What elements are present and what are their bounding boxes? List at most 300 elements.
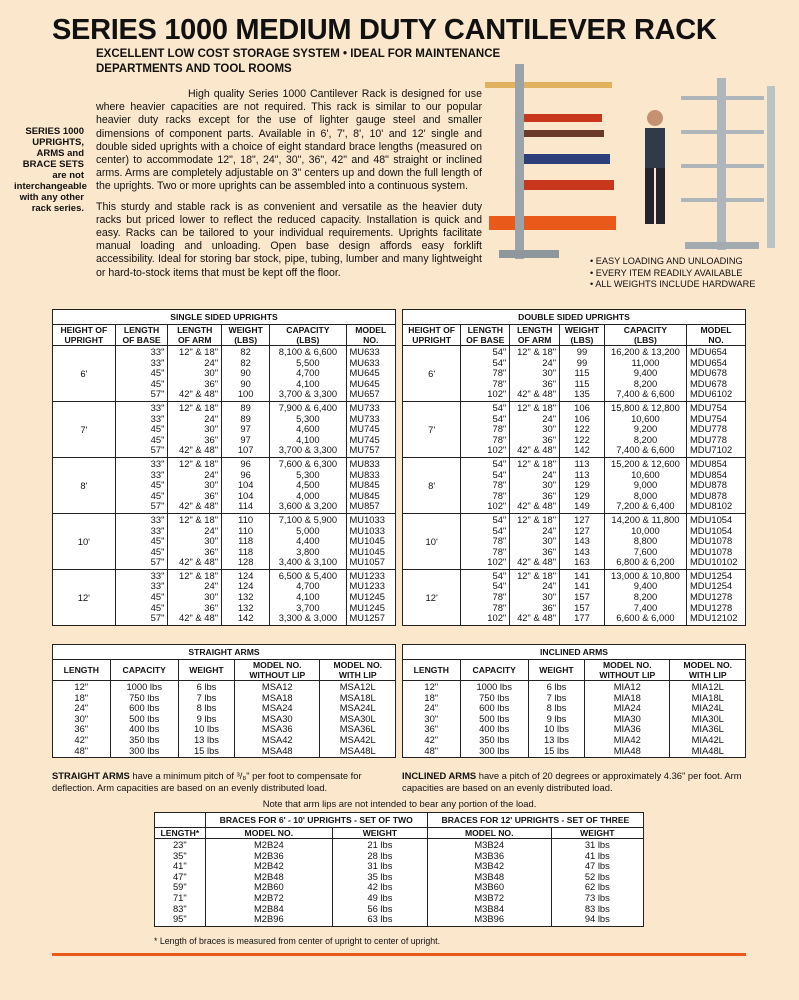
cell-line: MU833 bbox=[349, 468, 380, 480]
person-leg bbox=[656, 168, 665, 224]
cell-line: 54" bbox=[492, 346, 507, 357]
cell-line: 157 bbox=[574, 601, 590, 613]
cell-line: 57" bbox=[150, 612, 165, 624]
cell-line: 11,000 bbox=[631, 356, 660, 368]
feature-item: • EVERY ITEM READILY AVAILABLE bbox=[590, 267, 743, 278]
cell-line: 94 lbs bbox=[584, 913, 610, 925]
cell-line: 12" & 18" bbox=[179, 569, 219, 581]
cell-line: 400 lbs bbox=[479, 723, 510, 735]
cell-line: 750 lbs bbox=[479, 691, 510, 703]
upright-height-cell: 7' bbox=[403, 401, 461, 457]
cell-line: MU645 bbox=[349, 377, 380, 389]
cell-line: 300 lbs bbox=[129, 744, 160, 756]
cell-line: 78" bbox=[492, 591, 507, 603]
brace-model-cell bbox=[427, 839, 551, 927]
person-head bbox=[647, 110, 663, 126]
weight-cell bbox=[222, 457, 270, 513]
cell-line: 177 bbox=[574, 612, 590, 624]
person-leg bbox=[645, 168, 654, 224]
cell-line: 42" bbox=[424, 733, 439, 745]
cell-line: 128 bbox=[237, 556, 254, 568]
cell-line: 12" bbox=[74, 681, 89, 692]
cell-line: 15,800 & 12,800 bbox=[611, 401, 680, 413]
cell-line: MIA24 bbox=[613, 702, 641, 714]
cell-line: 8,200 bbox=[633, 377, 658, 389]
model-number-cell bbox=[346, 401, 396, 457]
cell-line: 106 bbox=[574, 412, 590, 424]
cell-line: 95" bbox=[172, 913, 187, 925]
cell-line: MSA12L bbox=[339, 681, 376, 692]
cell-line: 9 lbs bbox=[546, 712, 567, 724]
cell-line: MIA30 bbox=[613, 712, 641, 724]
cell-line: 102" bbox=[487, 444, 507, 456]
cell-line: 78" bbox=[492, 377, 507, 389]
cell-line: MU1233 bbox=[349, 569, 385, 581]
cell-line: 115 bbox=[574, 377, 590, 389]
cell-line: 45" bbox=[150, 601, 165, 613]
base-length-cell bbox=[115, 401, 168, 457]
cell-line: 24" bbox=[204, 412, 219, 424]
arm-length-cell bbox=[510, 569, 560, 625]
cell-line: 18" bbox=[74, 691, 89, 703]
cell-line: 21 lbs bbox=[367, 839, 393, 850]
cell-line: 10 lbs bbox=[193, 723, 219, 735]
cell-line: 54" bbox=[492, 513, 507, 525]
cell-line: 5,500 bbox=[296, 356, 320, 368]
cell-line: 47" bbox=[172, 870, 187, 882]
cell-line: 12" & 18" bbox=[517, 346, 557, 357]
cell-line: MIA42L bbox=[691, 733, 724, 745]
cell-line: MDU654 bbox=[690, 346, 727, 357]
side-note-line: interchangeable bbox=[14, 181, 87, 192]
table-caption: INCLINED ARMS bbox=[403, 645, 746, 660]
cell-line: 42" & 48" bbox=[517, 556, 557, 568]
cell-line: 83 lbs bbox=[584, 902, 610, 914]
cell-line: 4,600 bbox=[296, 423, 320, 435]
cell-line: 8,200 bbox=[633, 591, 658, 603]
subtitle-line-2: DEPARTMENTS AND TOOL ROOMS bbox=[96, 63, 292, 75]
cell-line: 30" bbox=[204, 591, 219, 603]
weight-cell bbox=[560, 346, 605, 402]
cell-line: 142 bbox=[237, 612, 254, 624]
cell-line: MIA48 bbox=[613, 744, 641, 756]
cell-line: 12" & 18" bbox=[517, 513, 557, 525]
cell-line: MIA24L bbox=[691, 702, 724, 714]
model-number-cell bbox=[687, 457, 746, 513]
cell-line: MDU754 bbox=[690, 401, 727, 413]
cell-line: MSA18L bbox=[339, 691, 376, 703]
cell-line: 36" bbox=[204, 433, 219, 445]
cell-line: 54" bbox=[492, 356, 507, 368]
cell-line: 42" & 48" bbox=[179, 388, 219, 400]
cell-line: M3B24 bbox=[474, 839, 505, 850]
cell-line: 59" bbox=[172, 881, 187, 893]
cell-line: MSA30L bbox=[339, 712, 376, 724]
arm-length-cell bbox=[168, 569, 222, 625]
weight-cell bbox=[560, 457, 605, 513]
cell-line: MDU1078 bbox=[690, 535, 733, 547]
model-number-cell bbox=[687, 401, 746, 457]
cell-line: 6,800 & 6,200 bbox=[616, 556, 675, 568]
cell-line: 24" bbox=[542, 412, 557, 424]
cell-line: 30" bbox=[542, 535, 557, 547]
intro-paragraph-2: This sturdy and stable rack is as convenient and versatile as the heavier duty racks but priced lower to reflect the reduced capacity. Installation is quick and easy. Racks can be tailored to your individual requirements. Uprights facilitate manual loading and unloading. Open base design affords easy forklift accessibility. Ideal for storing bar stock, pipe, tubing, lumber and many lightweight or hard-to-stock items that must be kept off the floor. bbox=[96, 200, 482, 279]
cell-line: 124 bbox=[237, 580, 254, 592]
cell-line: 12" & 18" bbox=[179, 401, 219, 413]
cell-line: MU633 bbox=[349, 346, 380, 357]
cell-line: M2B72 bbox=[253, 891, 284, 903]
column-header: MODEL NO. bbox=[427, 828, 551, 839]
side-note-line: BRACE SETS bbox=[22, 159, 84, 170]
cell-line: 141 bbox=[574, 569, 590, 581]
column-header: MODEL NO. bbox=[205, 828, 332, 839]
cell-line: 78" bbox=[492, 433, 507, 445]
upright-height-cell: 12' bbox=[53, 569, 116, 625]
cell-line: MDU778 bbox=[690, 433, 727, 445]
column-header: WEIGHT bbox=[551, 828, 643, 839]
cell-line: 54" bbox=[492, 457, 507, 469]
column-header: CAPACITY bbox=[460, 660, 528, 681]
cell-line: 129 bbox=[574, 489, 590, 501]
cell-line: 4,500 bbox=[296, 479, 320, 491]
cell-line: 33" bbox=[150, 580, 165, 592]
intro-paragraph-1: High quality Series 1000 Cantilever Rack is designed for use where heavier capacities are not required. This rack is similar to our popular heavier duty racks except for the use of lighter gauge steel and smaller dimensions of component parts. Available in 6', 7', 8', 10' and 12' single and double sided uprights with a choice of eight standard brace lengths (measured on center) to accommodate 12", 18", 24", 30", 36", 42" and 48" straight or inclined arms. Arms are completely adjustable on 3" centers up and down the full length of the uprights. Two or more uprights can be assembled into a continuous system. bbox=[96, 88, 482, 193]
cell-line: 36" bbox=[424, 723, 439, 735]
cell-line: MIA30L bbox=[691, 712, 724, 724]
column-header: MODEL NO. bbox=[346, 325, 396, 346]
feature-item: • ALL WEIGHTS INCLUDE HARDWARE bbox=[590, 279, 756, 289]
cell-line: 33" bbox=[150, 412, 165, 424]
cell-line: 7,400 & 6,600 bbox=[616, 388, 675, 400]
cell-line: 54" bbox=[492, 524, 507, 536]
weight-cell bbox=[560, 569, 605, 625]
cell-line: 78" bbox=[492, 535, 507, 547]
cell-line: 54" bbox=[492, 569, 507, 581]
cell-line: 36" bbox=[542, 377, 557, 389]
cell-line: 78" bbox=[492, 479, 507, 491]
cell-line: M2B36 bbox=[253, 849, 284, 861]
cell-line: 12" & 18" bbox=[179, 513, 219, 525]
cell-line: 99 bbox=[576, 356, 588, 368]
cell-line: MDU6102 bbox=[690, 388, 733, 400]
column-header: MODEL NO. WITHOUT LIP bbox=[585, 660, 670, 681]
cell-line: 135 bbox=[574, 388, 590, 400]
cell-line: MU757 bbox=[349, 444, 380, 456]
cell-line: 24" bbox=[204, 356, 219, 368]
upright-post bbox=[767, 86, 775, 248]
cell-line: MU1257 bbox=[349, 612, 385, 624]
cell-line: MU745 bbox=[349, 423, 380, 435]
cell-line: M2B24 bbox=[253, 839, 284, 850]
capacity-cell bbox=[604, 346, 686, 402]
column-header: HEIGHT OF UPRIGHT bbox=[53, 325, 116, 346]
arm-lip-note: Note that arm lips are not intended to bear any portion of the load. bbox=[262, 798, 537, 809]
cell-line: 78" bbox=[492, 423, 507, 435]
note-label: INCLINED ARMS bbox=[402, 770, 477, 781]
cell-line: 122 bbox=[574, 423, 590, 435]
cell-line: MU857 bbox=[349, 500, 380, 512]
arm-model-cell bbox=[235, 681, 320, 758]
upright-post bbox=[515, 64, 524, 259]
cell-line: 45" bbox=[150, 591, 165, 603]
column-header: HEIGHT OF UPRIGHT bbox=[403, 325, 461, 346]
cell-line: MU1045 bbox=[349, 535, 385, 547]
cell-line: 14,200 & 11,800 bbox=[611, 513, 680, 525]
cell-line: 141 bbox=[574, 580, 590, 592]
cell-line: 122 bbox=[574, 433, 590, 445]
cell-line: 90 bbox=[240, 367, 251, 379]
cell-line: 24" bbox=[542, 580, 557, 592]
load-bar bbox=[524, 114, 602, 122]
capacity-cell bbox=[270, 401, 346, 457]
capacity-cell bbox=[604, 569, 686, 625]
cell-line: MDU1054 bbox=[690, 513, 733, 525]
cell-line: 24" bbox=[542, 468, 557, 480]
brace-weight-cell bbox=[551, 839, 643, 927]
model-number-cell bbox=[687, 346, 746, 402]
column-header: CAPACITY (LBS) bbox=[270, 325, 346, 346]
table-row bbox=[403, 401, 746, 457]
cell-line: 8,000 bbox=[633, 489, 658, 501]
cell-line: 102" bbox=[487, 556, 507, 568]
upright-height-cell: 6' bbox=[53, 346, 116, 402]
cell-line: 4,400 bbox=[296, 535, 320, 547]
cell-line: 9,000 bbox=[633, 479, 658, 491]
cell-line: 113 bbox=[574, 468, 590, 480]
upright-height-cell: 6' bbox=[403, 346, 461, 402]
cell-line: MDU678 bbox=[690, 367, 727, 379]
page-title: SERIES 1000 MEDIUM DUTY CANTILEVER RACK bbox=[52, 14, 717, 46]
cell-line: M2B96 bbox=[253, 913, 284, 925]
cell-line: 6,600 & 6,000 bbox=[616, 612, 675, 624]
load-channel bbox=[524, 216, 616, 230]
cell-line: 9,200 bbox=[633, 423, 658, 435]
cell-line: M2B60 bbox=[253, 881, 284, 893]
cell-line: 10,000 bbox=[631, 524, 660, 536]
cell-line: MU1057 bbox=[349, 556, 385, 568]
cell-line: 97 bbox=[240, 433, 251, 445]
cell-line: 5,300 bbox=[296, 468, 320, 480]
cell-line: MU845 bbox=[349, 489, 380, 501]
column-header: WEIGHT (LBS) bbox=[222, 325, 270, 346]
cell-line: MIA18L bbox=[691, 691, 724, 703]
arm-weight-cell bbox=[528, 681, 584, 758]
table-row bbox=[53, 401, 396, 457]
cell-line: 33" bbox=[150, 457, 165, 469]
cell-line: 63 lbs bbox=[367, 913, 393, 925]
cell-line: M2B84 bbox=[253, 902, 284, 914]
load-lumber bbox=[524, 82, 612, 88]
cell-line: 6 lbs bbox=[196, 681, 217, 692]
cell-line: 42" & 48" bbox=[517, 444, 557, 456]
cell-line: 36" bbox=[74, 723, 89, 735]
base-length-cell bbox=[461, 401, 510, 457]
cell-line: 157 bbox=[574, 591, 590, 603]
arm-model-cell bbox=[585, 681, 670, 758]
base-length-cell bbox=[461, 513, 510, 569]
capacity-cell bbox=[270, 346, 346, 402]
brace-weight-cell bbox=[332, 839, 427, 927]
upright-base bbox=[685, 242, 759, 249]
table-row bbox=[53, 513, 396, 569]
straight-arms-note bbox=[52, 770, 396, 793]
upright-height-cell: 10' bbox=[403, 513, 461, 569]
cell-line: 300 lbs bbox=[479, 744, 510, 756]
cell-line: 36" bbox=[542, 601, 557, 613]
cell-line: 56 lbs bbox=[367, 902, 393, 914]
intro-text bbox=[96, 88, 482, 287]
cell-line: MU745 bbox=[349, 433, 380, 445]
cell-line: 49 lbs bbox=[367, 891, 393, 903]
cell-line: MSA30 bbox=[261, 712, 293, 724]
cell-line: 24" bbox=[542, 524, 557, 536]
cell-line: 45" bbox=[150, 489, 165, 501]
upright-height-cell: 10' bbox=[53, 513, 116, 569]
model-number-cell bbox=[346, 513, 396, 569]
column-header: LENGTH bbox=[53, 660, 111, 681]
cell-line: 8,100 & 6,600 bbox=[278, 346, 338, 357]
cell-line: 114 bbox=[238, 500, 254, 512]
cell-line: MSA24 bbox=[261, 702, 293, 714]
cell-line: 400 lbs bbox=[129, 723, 160, 735]
upright-base bbox=[499, 250, 559, 258]
cell-line: MSA36L bbox=[339, 723, 376, 735]
cell-line: 7,600 bbox=[633, 545, 658, 557]
cell-line: MU1245 bbox=[349, 591, 385, 603]
cell-line: 24" bbox=[204, 524, 219, 536]
cell-line: MU1033 bbox=[349, 524, 385, 536]
cell-line: MU657 bbox=[349, 388, 380, 400]
cell-line: 132 bbox=[237, 591, 254, 603]
cell-line: M3B72 bbox=[474, 891, 505, 903]
cell-line: 30" bbox=[204, 423, 219, 435]
model-number-cell bbox=[346, 569, 396, 625]
cell-line: 45" bbox=[150, 367, 165, 379]
cell-line: 42" & 48" bbox=[179, 444, 219, 456]
cell-line: MDU1254 bbox=[690, 580, 733, 592]
cell-line: 30" bbox=[542, 423, 557, 435]
base-length-cell bbox=[115, 513, 168, 569]
column-header: MODEL NO. WITHOUT LIP bbox=[235, 660, 320, 681]
cell-line: MSA36 bbox=[261, 723, 293, 735]
cell-line: 118 bbox=[238, 535, 254, 547]
cell-line: 15,200 & 12,600 bbox=[611, 457, 680, 469]
cell-line: 9 lbs bbox=[196, 712, 217, 724]
table-row bbox=[155, 839, 644, 927]
cell-line: 4,700 bbox=[296, 367, 320, 379]
cell-line: 107 bbox=[237, 444, 254, 456]
cell-line: 4,700 bbox=[296, 580, 320, 592]
cell-line: 78" bbox=[492, 601, 507, 613]
cell-line: 47 lbs bbox=[584, 860, 610, 872]
cell-line: 12" & 18" bbox=[179, 346, 219, 357]
side-note-line: rack series. bbox=[31, 203, 84, 214]
cell-line: MSA42L bbox=[339, 733, 376, 745]
cell-line: 163 bbox=[574, 556, 590, 568]
cell-line: 52 lbs bbox=[584, 870, 610, 882]
cell-line: MDU854 bbox=[690, 468, 727, 480]
arm-weight-cell bbox=[178, 681, 234, 758]
cell-line: 129 bbox=[574, 479, 590, 491]
cell-line: MDU754 bbox=[690, 412, 727, 424]
cell-line: MDU1054 bbox=[690, 524, 733, 536]
model-number-cell bbox=[687, 513, 746, 569]
cell-line: 24" bbox=[204, 580, 219, 592]
cell-line: 41" bbox=[172, 860, 187, 872]
cell-line: 6,500 & 5,400 bbox=[278, 569, 338, 581]
cell-line: 36" bbox=[204, 545, 219, 557]
capacity-cell bbox=[604, 513, 686, 569]
cell-line: 42" & 48" bbox=[517, 388, 557, 400]
cell-line: 45" bbox=[150, 433, 165, 445]
cell-line: 18" bbox=[424, 691, 439, 703]
cell-line: 100 bbox=[237, 388, 254, 400]
cell-line: MDU1278 bbox=[690, 601, 733, 613]
cell-line: 57" bbox=[150, 556, 165, 568]
cell-line: 31 lbs bbox=[584, 839, 610, 850]
cell-line: MU1233 bbox=[349, 580, 385, 592]
cell-line: 73 lbs bbox=[584, 891, 610, 903]
cell-line: 142 bbox=[574, 444, 590, 456]
cell-line: 99 bbox=[576, 346, 588, 357]
cell-line: 13 lbs bbox=[543, 733, 569, 745]
cell-line: 350 lbs bbox=[129, 733, 160, 745]
cell-line: 45" bbox=[150, 479, 165, 491]
cell-line: 30" bbox=[424, 712, 439, 724]
column-header: MODEL NO. bbox=[687, 325, 746, 346]
capacity-cell bbox=[604, 401, 686, 457]
subtitle-line-1: EXCELLENT LOW COST STORAGE SYSTEM • IDEAL FOR MAINTENANCE bbox=[96, 48, 501, 60]
weight-cell bbox=[560, 513, 605, 569]
table-row bbox=[53, 569, 396, 625]
capacity-cell bbox=[604, 457, 686, 513]
brace-model-cell bbox=[205, 839, 332, 927]
cell-line: M2B48 bbox=[253, 870, 284, 882]
base-length-cell bbox=[461, 569, 510, 625]
column-header: LENGTH bbox=[403, 660, 461, 681]
base-length-cell bbox=[115, 346, 168, 402]
cell-line: MIA12L bbox=[691, 681, 724, 692]
cell-line: 33" bbox=[150, 524, 165, 536]
side-note-line: with any other bbox=[19, 192, 84, 203]
cell-line: MDU878 bbox=[690, 479, 727, 491]
upright-height-cell: 12' bbox=[403, 569, 461, 625]
double-sided-uprights-table bbox=[402, 309, 746, 626]
table-row bbox=[403, 569, 746, 625]
column-header: WEIGHT (LBS) bbox=[560, 325, 605, 346]
cell-line: 10 lbs bbox=[543, 723, 569, 735]
table-caption-blank bbox=[155, 813, 206, 828]
cell-line: MDU854 bbox=[690, 457, 727, 469]
column-header: LENGTH OF ARM bbox=[510, 325, 560, 346]
cell-line: MSA12 bbox=[261, 681, 293, 692]
cell-line: 33" bbox=[150, 513, 165, 525]
brace-length-note: * Length of braces is measured from center of upright to center of upright. bbox=[154, 936, 441, 946]
table-caption: BRACES FOR 6' - 10' UPRIGHTS - SET OF TWO bbox=[205, 813, 427, 828]
load-pipe bbox=[524, 130, 604, 137]
cell-line: 42" bbox=[74, 733, 89, 745]
cell-line: 110 bbox=[238, 513, 254, 525]
cell-line: 8 lbs bbox=[546, 702, 567, 714]
cell-line: 42" & 48" bbox=[179, 556, 219, 568]
cell-line: 149 bbox=[574, 500, 590, 512]
cell-line: 7,400 bbox=[633, 601, 658, 613]
cell-line: 115 bbox=[574, 367, 590, 379]
cell-line: 78" bbox=[492, 545, 507, 557]
cell-line: 12" & 18" bbox=[517, 457, 557, 469]
cell-line: MIA18 bbox=[613, 691, 641, 703]
cell-line: 54" bbox=[492, 401, 507, 413]
